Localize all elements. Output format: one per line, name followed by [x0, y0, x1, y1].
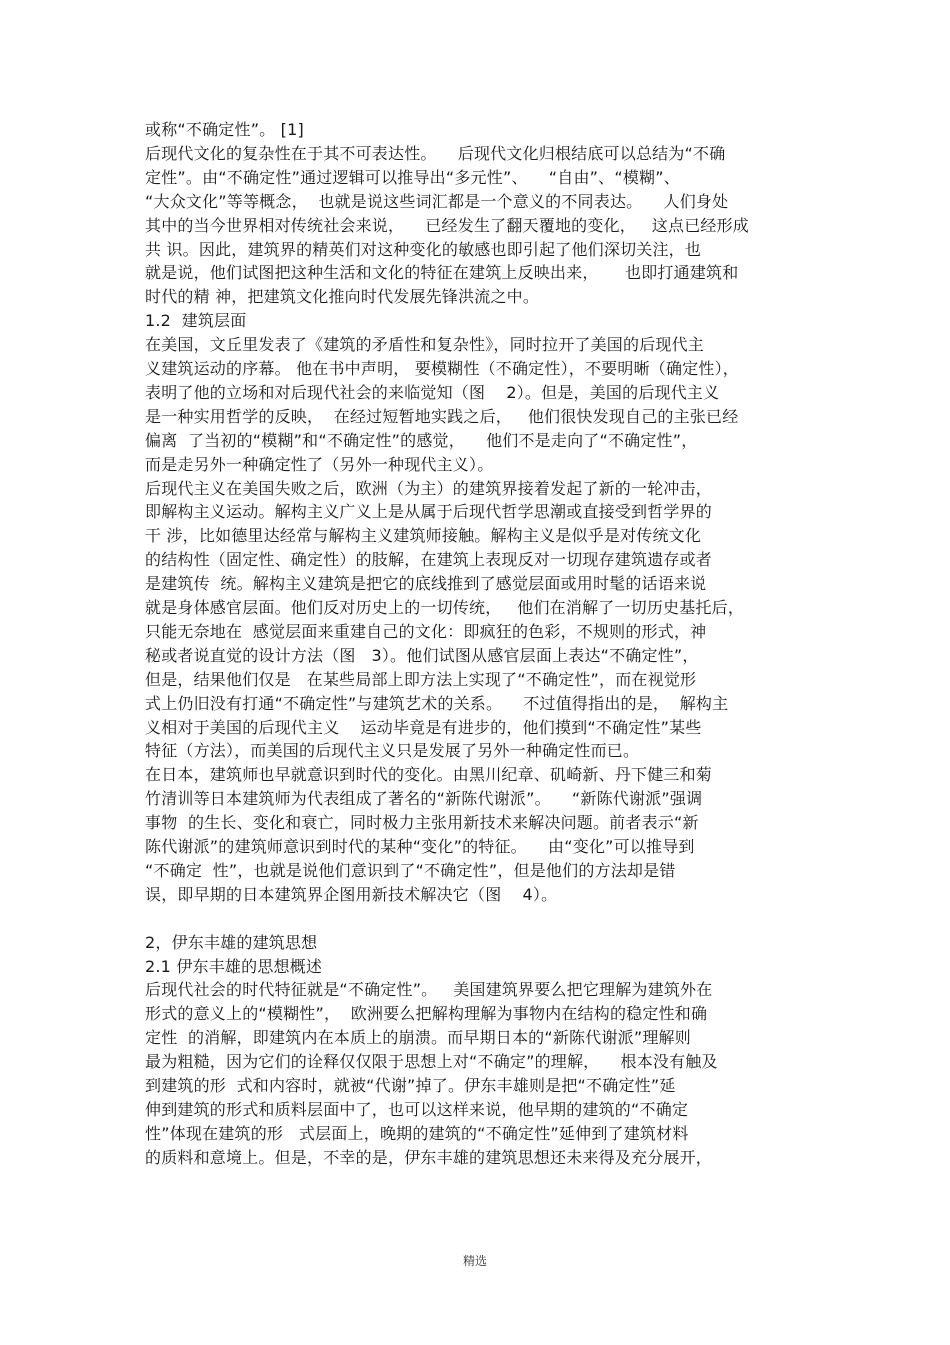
- text-line: 时代的精 神，把建筑文化推向时代发展先锋洪流之中。: [145, 287, 540, 307]
- text-line: 即解构主义运动。解构主义广义上是从属于后现代哲学思潮或直接受到哲学界的: [145, 502, 713, 522]
- text-line: 秘或者说直觉的设计方法（图 3）。他们试图从感官层面上表达“不确定性”，: [145, 645, 699, 665]
- text-line: 只能无奈地在 感觉层面来重建自己的文化：即疯狂的色彩，不规则的形式，神: [145, 621, 707, 641]
- text-line: “不确定 性”，也就是说他们意识到了“不确定性”，但是他们的方法却是错: [145, 860, 676, 880]
- text-line: 的结构性（固定性、确定性）的肢解，在建筑上表现反对一切现存建筑遗存或者: [145, 550, 713, 570]
- text-line: 义建筑运动的序幕。 他在书中声明， 要模糊性（不确定性），不要明晰（确定性），: [145, 359, 739, 378]
- text-line: 1.2 建筑层面: [145, 311, 247, 331]
- text-line: 干 涉，比如德里达经常与解构主义建筑师接触。解构主义是似乎是对传统文化: [145, 526, 702, 546]
- text-line: 表明了他的立场和对后现代社会的来临觉知（图 2）。但是，美国的后现代主义: [145, 382, 720, 402]
- page-footer: 精选: [462, 1254, 487, 1268]
- text-line: 2.1 伊东丰雄的思想概述: [145, 956, 323, 976]
- text-line: 是一种实用哲学的反映， 在经过短暂地实践之后， 他们很快发现自己的主张已经: [145, 406, 739, 426]
- text-line: “大众文化”等等概念， 也就是说这些词汇都是一个意义的不同表达。 人们身处: [145, 191, 729, 211]
- text-line: 后现代文化的复杂性在于其不可表达性。 后现代文化归根结底可以总结为“不确: [145, 143, 726, 163]
- text-line: 误，即早期的日本建筑界企图用新技术解决它（图 4）。: [145, 884, 558, 904]
- text-line: 到建筑的形 式和内容时，就被“代谢”掉了。伊东丰雄则是把“不确定性”延: [145, 1076, 676, 1095]
- text-line: 就是说，他们试图把这种生活和文化的特征在建筑上反映出来， 也即打通建筑和: [145, 263, 739, 283]
- text-line: 在日本，建筑师也早就意识到时代的变化。由黑川纪章、矶崎新、丹下健三和菊: [145, 765, 713, 785]
- text-line: 定性”。由“不确定性”通过逻辑可以推导出“多元性”、 “自由”、“模糊”、: [145, 167, 680, 187]
- text-line: 或称“不确定性”。 [1]: [145, 120, 304, 139]
- text-line: 定性 的消解，即建筑内在本质上的崩溃。而早期日本的“新陈代谢派”理解则: [145, 1028, 691, 1048]
- text-line: 后现代主义在美国失败之后，欧洲（为主）的建筑界接着发起了新的一轮冲击，: [145, 478, 713, 498]
- text-line: 义相对于美国的后现代主义 运动毕竟是有进步的，他们摸到“不确定性”某些: [145, 717, 702, 737]
- text-line: 竹清训等日本建筑师为代表组成了著名的“新陈代谢派”。 “新陈代谢派”强调: [145, 789, 703, 809]
- text-line: 就是身体感官层面。他们反对历史上的一切传统， 他们在消解了一切历史基托后，: [145, 598, 745, 617]
- text-line: 是建筑传 统。解构主义建筑是把它的底线推到了感觉层面或用时髦的话语来说: [145, 574, 707, 594]
- text-line: 在美国，文丘里发表了《建筑的矛盾性和复杂性》，同时拉开了美国的后现代主: [145, 335, 705, 355]
- text-line: 式上仍旧没有打通“不确定性”与建筑艺术的关系。 不过值得指出的是， 解构主: [145, 693, 729, 713]
- text-line: 特征（方法），而美国的后现代主义只是发展了另外一种确定性而已。: [145, 741, 640, 761]
- text-line: 性”体现在建筑的形 式层面上，晚期的建筑的“不确定性”延伸到了建筑材料: [145, 1123, 689, 1143]
- text-line: 偏离 了当初的“模糊”和“不确定性”的感觉， 他们不是走向了“不确定性”，: [145, 430, 698, 450]
- text-line: 2，伊东丰雄的建筑思想: [145, 932, 318, 952]
- text-line: 但是，结果他们仅是 在某些局部上即方法上实现了“不确定性”，而在视觉形: [145, 669, 697, 689]
- text-line: 而是走另外一种确定性了（另外一种现代主义）。: [145, 454, 494, 474]
- text-line: 其中的当今世界相对传统社会来说， 已经发生了翻天覆地的变化， 这点已经形成: [145, 215, 750, 235]
- text-line: 伸到建筑的形式和质料层面中了，也可以这样来说，他早期的建筑的“不确定: [145, 1099, 689, 1119]
- text-line: 后现代社会的时代特征就是“不确定性”。 美国建筑界要么把它理解为建筑外在: [145, 980, 713, 1000]
- text-line: 形式的意义上的“模糊性”， 欧洲要么把解构理解为事物内在结构的稳定性和确: [145, 1004, 708, 1024]
- text-line: 陈代谢派”的建筑师意识到时代的某种“变化”的特征。 由“变化”可以推导到: [145, 837, 695, 856]
- text-line: 事物 的生长、变化和衰亡，同时极力主张用新技术来解决问题。前者表示“新: [145, 813, 699, 833]
- text-line: 最为粗糙，因为它们的诠释仅仅限于思想上对“不确定”的理解， 根本没有触及: [145, 1052, 718, 1072]
- text-line: 的质料和意境上。但是，不幸的是，伊东丰雄的建筑思想还未来得及充分展开，: [145, 1147, 713, 1167]
- text-line: 共 识。因此，建筑界的精英们对这种变化的敏感也即引起了他们深切关注，也: [145, 239, 702, 259]
